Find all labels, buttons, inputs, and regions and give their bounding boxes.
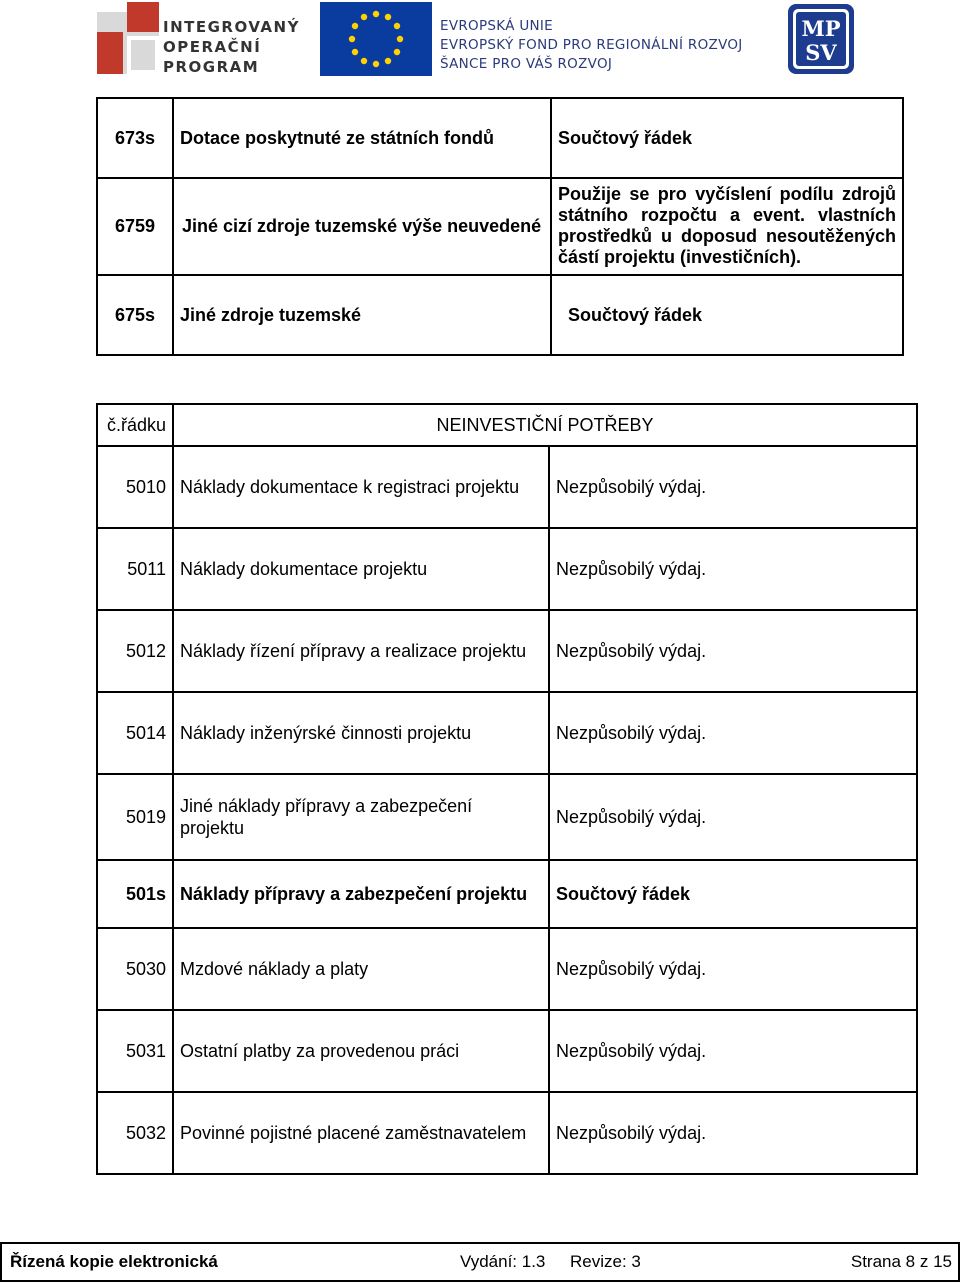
table-row [97,528,917,610]
row-value: Součtový řádek [549,860,917,928]
table-row [97,928,917,1010]
row-code: 673s [97,98,173,178]
row-code: 5011 [97,528,173,610]
mpsv-top: MP [801,16,841,41]
footer-edition: Vydání: 1.3 [460,1252,546,1271]
iop-line-3: PROGRAM [163,58,260,76]
row-code: 5032 [97,1092,173,1174]
mpsv-bottom: SV [805,40,837,65]
mpsv-logo [786,2,856,76]
row-value: Nezpůsobilý výdaj. [549,528,917,610]
iop-text [163,17,300,77]
iop-line-1: INTEGROVANÝ [163,18,300,36]
row-code: 5019 [97,774,173,860]
row-value: Nezpůsobilý výdaj. [549,610,917,692]
funding-sources-table [96,97,904,356]
row-label: Mzdové náklady a platy [173,928,549,1010]
page-footer [0,1242,960,1282]
footer-page-number: Strana 8 z 15 [850,1252,952,1271]
row-number-header: č.řádku [97,404,173,446]
footer-revision: Revize: 3 [570,1252,641,1271]
row-code: 6759 [97,178,173,275]
iop-line-2: OPERAČNÍ [163,38,262,56]
row-note: Součtový řádek [551,98,903,178]
row-code: 5014 [97,692,173,774]
row-code: 5012 [97,610,173,692]
table-row [97,774,917,860]
row-label: Jiné cizí zdroje tuzemské výše neuvedené [173,178,551,275]
row-label: Povinné pojistné placené zaměstnavatelem [173,1092,549,1174]
row-label: Náklady řízení přípravy a realizace projektu [173,610,549,692]
row-note: Použije se pro vyčíslení podílu zdrojů státního rozpočtu a event. vlastních prostředků u doposud nesoutěžených částí projektu (investičních). [551,178,903,275]
row-label: Náklady dokumentace k registraci projektu [173,446,549,528]
row-code: 501s [97,860,173,928]
table-header-row [97,404,917,446]
eu-text [440,17,743,74]
section-title: NEINVESTIČNÍ POTŘEBY [173,404,917,446]
table-row [97,610,917,692]
eu-flag-icon [320,2,440,76]
eu-line-2: EVROPSKÝ FOND PRO REGIONÁLNÍ ROZVOJ [440,37,743,53]
table-row [97,860,917,928]
table-row [97,692,917,774]
row-label-text: Jiné náklady přípravy a zabezpečení projektu [180,796,473,838]
footer-copy-status: Řízená kopie elektronická [10,1252,218,1271]
row-code: 5030 [97,928,173,1010]
row-label: Dotace poskytnuté ze státních fondů [173,98,551,178]
row-label: Náklady inženýrské činnosti projektu [173,692,549,774]
table-row [97,98,903,178]
row-label [173,774,549,860]
table-row [97,446,917,528]
row-label: Náklady dokumentace projektu [173,528,549,610]
row-value: Nezpůsobilý výdaj. [549,928,917,1010]
row-label: Náklady přípravy a zabezpečení projektu [173,860,549,928]
iop-mark-icon [97,2,159,74]
row-value: Nezpůsobilý výdaj. [549,1010,917,1092]
row-label: Ostatní platby za provedenou práci [173,1010,549,1092]
row-label: Jiné zdroje tuzemské [173,275,551,355]
row-value: Nezpůsobilý výdaj. [549,1092,917,1174]
eu-line-3: ŠANCE PRO VÁŠ ROZVOJ [440,56,613,72]
row-note: Součtový řádek [551,275,903,355]
row-code: 5010 [97,446,173,528]
row-code: 5031 [97,1010,173,1092]
non-investment-needs-table [96,403,918,1175]
table-row [97,275,903,355]
iop-logo [97,2,300,76]
row-value: Nezpůsobilý výdaj. [549,692,917,774]
eu-line-1: EVROPSKÁ UNIE [440,18,554,34]
table-row [97,1010,917,1092]
row-code: 675s [97,275,173,355]
table-row [97,178,903,275]
row-value: Nezpůsobilý výdaj. [549,446,917,528]
row-value: Nezpůsobilý výdaj. [549,774,917,860]
table-row [97,1092,917,1174]
